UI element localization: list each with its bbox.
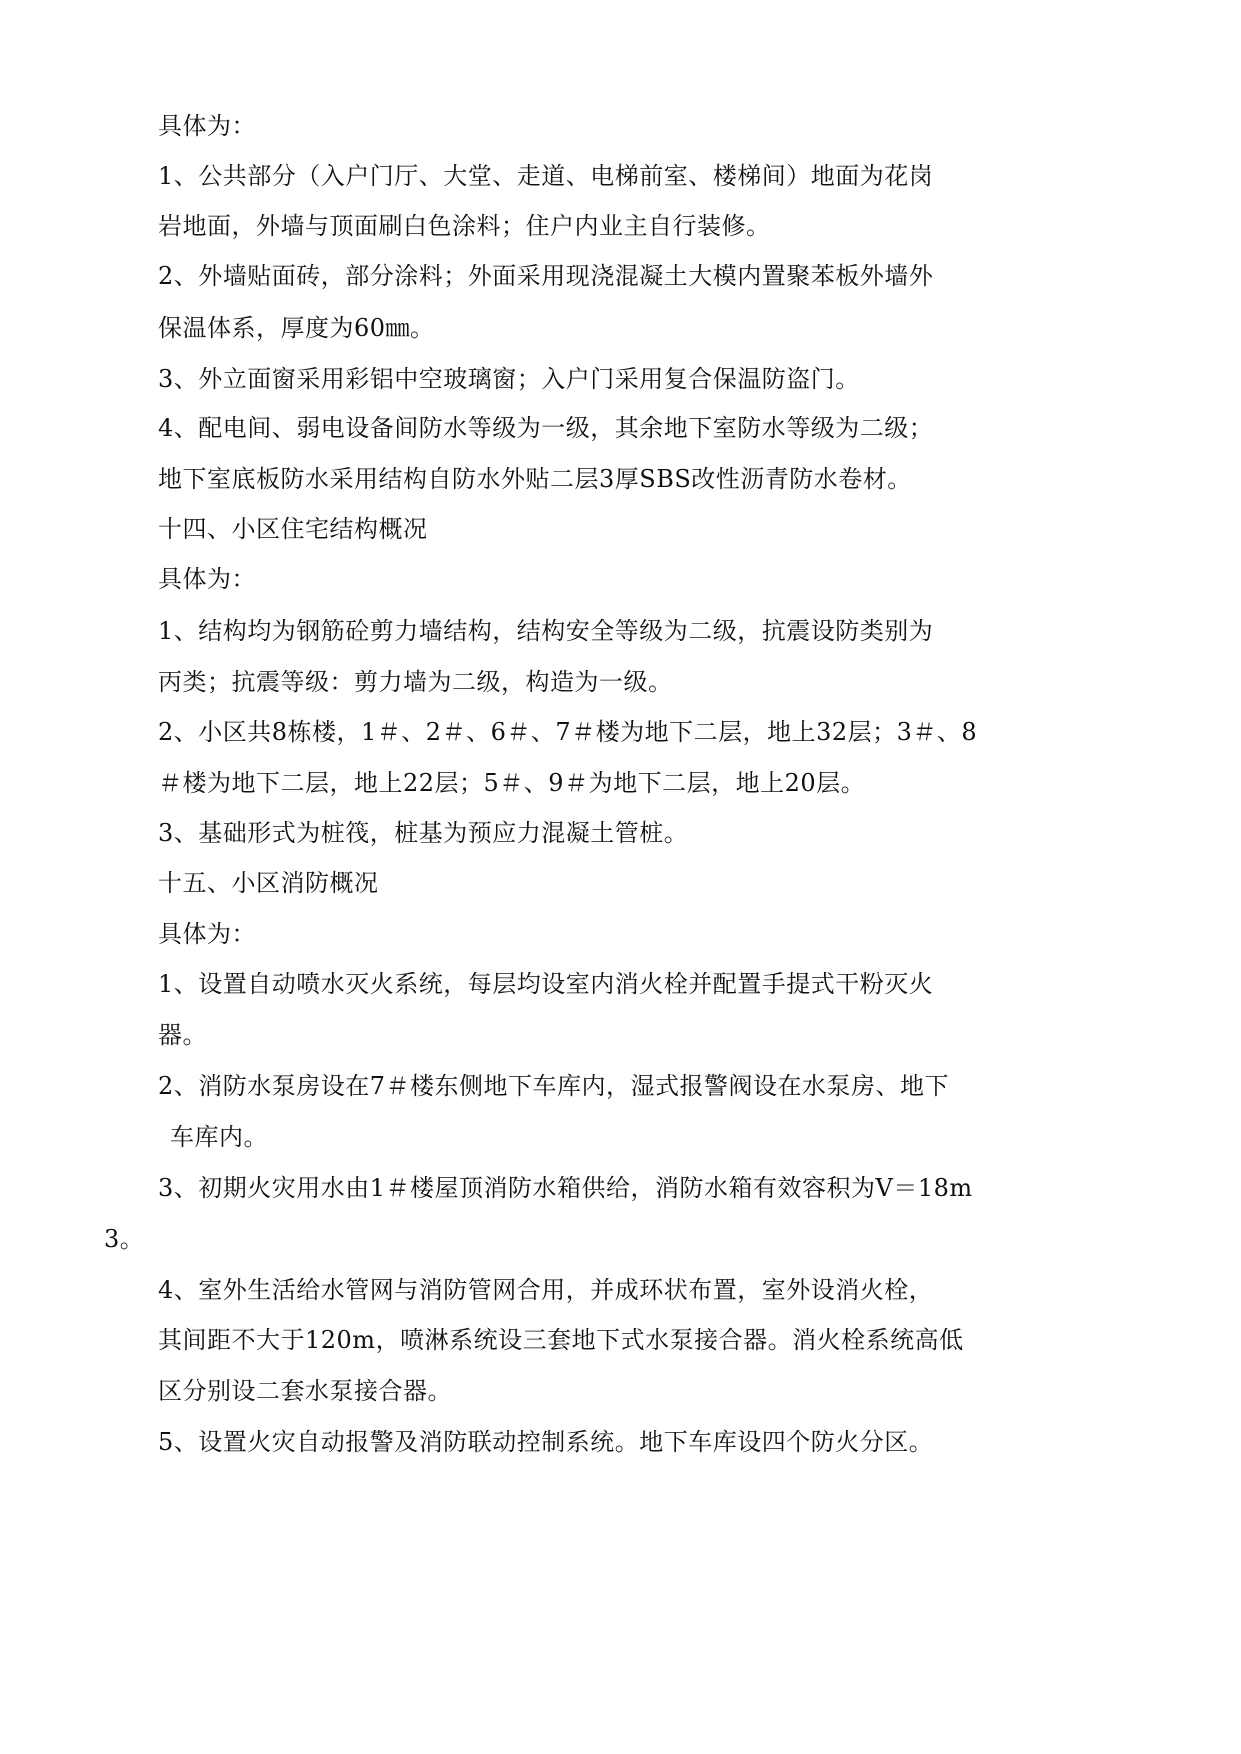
text-line: 具体为：	[158, 112, 256, 140]
text-line: 4、配电间、弱电设备间防水等级为一级，其余地下室防水等级为二级；	[158, 414, 934, 442]
text-line: 2、小区共8栋楼，1＃、2＃、6＃、7＃楼为地下二层，地上32层；3＃、8	[158, 718, 978, 746]
text-line: 保温体系，厚度为60㎜。	[158, 314, 435, 342]
text-line: 1、设置自动喷水灭火系统，每层均设室内消火栓并配置手提式干粉灭火	[158, 970, 934, 998]
text-line: 3、外立面窗采用彩铝中空玻璃窗；入户门采用复合保温防盗门。	[158, 365, 860, 393]
text-line: 丙类；抗震等级：剪力墙为二级，构造为一级。	[158, 668, 673, 696]
text-line: 岩地面，外墙与顶面刷白色涂料；住户内业主自行装修。	[158, 212, 771, 240]
text-line: 区分别设二套水泵接合器。	[158, 1377, 452, 1405]
text-line: 地下室底板防水采用结构自防水外贴二层3厚SBS改性沥青防水卷材。	[158, 465, 912, 493]
text-line: 3、初期火灾用水由1＃楼屋顶消防水箱供给，消防水箱有效容积为V＝18m	[158, 1174, 973, 1202]
text-line: 5、设置火灾自动报警及消防联动控制系统。地下车库设四个防火分区。	[158, 1428, 934, 1456]
text-line: 车库内。	[170, 1123, 268, 1151]
text-line: 4、室外生活给水管网与消防管网合用，并成环状布置，室外设消火栓，	[158, 1276, 934, 1304]
text-line: 器。	[158, 1021, 207, 1049]
text-line: 1、公共部分（入户门厅、大堂、走道、电梯前室、楼梯间）地面为花岗	[158, 162, 934, 190]
text-line: 3、基础形式为桩筏，桩基为预应力混凝土管桩。	[158, 819, 689, 847]
text-line: 3。	[104, 1225, 145, 1253]
text-line: 具体为：	[158, 565, 256, 593]
section-heading: 十四、小区住宅结构概况	[158, 515, 428, 543]
section-heading: 十五、小区消防概况	[158, 869, 379, 897]
text-line: 2、外墙贴面砖，部分涂料；外面采用现浇混凝土大模内置聚苯板外墙外	[158, 262, 934, 290]
text-line: 具体为：	[158, 920, 256, 948]
text-line: 其间距不大于120m，喷淋系统设三套地下式水泵接合器。消火栓系统高低	[158, 1326, 964, 1354]
text-line: ＃楼为地下二层，地上22层；5＃、9＃为地下二层，地上20层。	[158, 769, 866, 797]
text-line: 1、结构均为钢筋砼剪力墙结构，结构安全等级为二级，抗震设防类别为	[158, 617, 934, 645]
text-line: 2、消防水泵房设在7＃楼东侧地下车库内，湿式报警阀设在水泵房、地下	[158, 1072, 950, 1100]
